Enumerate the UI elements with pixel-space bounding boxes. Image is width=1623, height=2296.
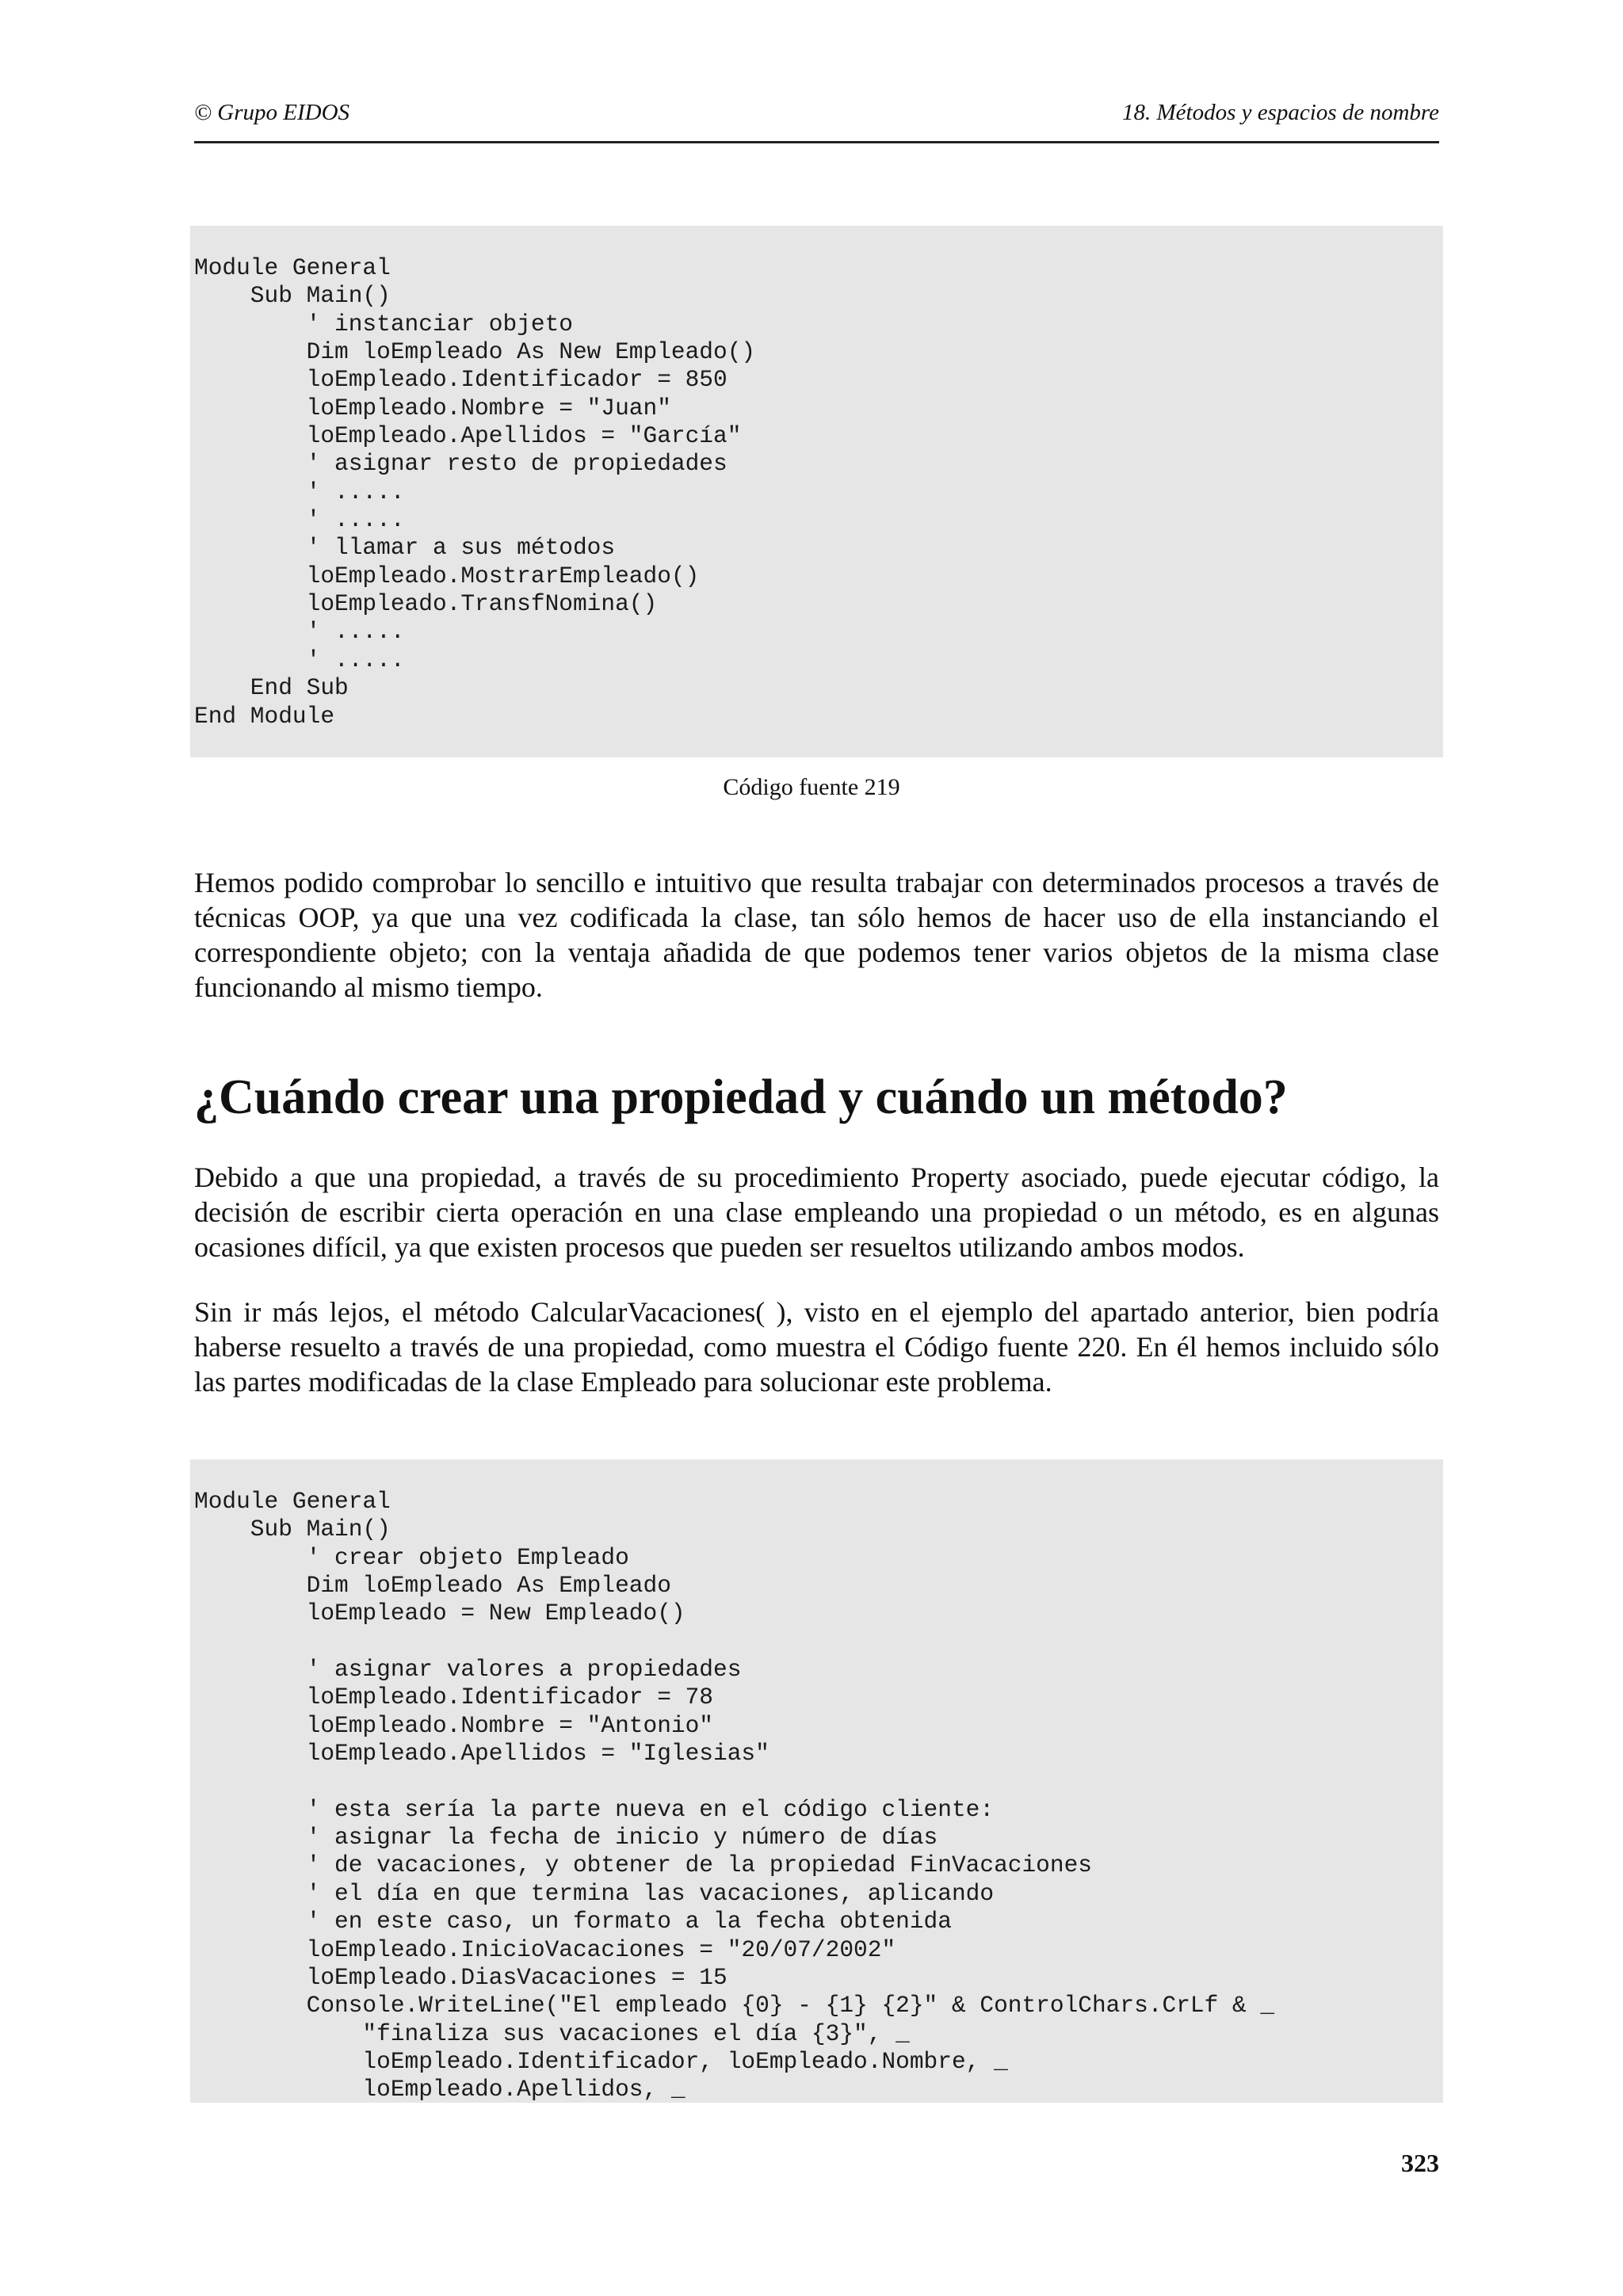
code-line: loEmpleado.TransfNomina() xyxy=(194,590,658,618)
code-line: loEmpleado.MostrarEmpleado() xyxy=(194,562,700,589)
code-line: Dim loEmpleado As New Empleado() xyxy=(194,338,756,366)
code-line: ' asignar la fecha de inicio y número de días xyxy=(194,1824,938,1852)
code-line: loEmpleado.Nombre = "Antonio" xyxy=(194,1711,714,1739)
code-line: End Sub xyxy=(194,674,349,702)
code-line: loEmpleado = New Empleado() xyxy=(194,1600,685,1627)
code-caption: Código fuente 219 xyxy=(723,774,900,800)
code-line: ' ..... xyxy=(194,506,405,534)
code-line: loEmpleado.Identificador, loEmpleado.Nombre, _ xyxy=(194,2047,1008,2075)
code-line: ' asignar resto de propiedades xyxy=(194,450,727,478)
code-line: loEmpleado.Identificador = 78 xyxy=(194,1684,714,1711)
code-line: ' instanciar objeto xyxy=(194,310,573,338)
code-line: loEmpleado.Identificador = 850 xyxy=(194,366,727,394)
page-number: 323 xyxy=(1401,2149,1439,2177)
code-line: ' esta sería la parte nueva en el código cliente: xyxy=(194,1795,995,1823)
code-line: loEmpleado.DiasVacaciones = 15 xyxy=(194,1963,727,1991)
code-line: loEmpleado.InicioVacaciones = "20/07/2002" xyxy=(194,1936,896,1963)
code-line: ' llamar a sus métodos xyxy=(194,534,616,562)
code-lines xyxy=(194,1488,1274,2104)
body-paragraph: Sin ir más lejos, el método CalcularVacaciones( ), visto en el ejemplo del apartado anterior, bien podría haberse resuelto a través de una propiedad, como muestra el Código fuente 220. En él hemos incluido sólo las partes modificadas de la clase Empleado para solucionar este problema. xyxy=(194,1296,1439,1398)
code-line: ' crear objeto Empleado xyxy=(194,1543,629,1571)
code-line: ' de vacaciones, y obtener de la propiedad FinVacaciones xyxy=(194,1852,1092,1879)
code-line: ' ..... xyxy=(194,478,405,505)
code-line: Console.WriteLine("El empleado {0} - {1} {2}" & ControlChars.CrLf & _ xyxy=(194,1992,1275,2019)
code-line: loEmpleado.Nombre = "Juan" xyxy=(194,394,671,421)
code-lines xyxy=(194,254,755,730)
code-line xyxy=(194,1628,1274,1656)
code-line: ' en este caso, un formato a la fecha obtenida xyxy=(194,1908,952,1936)
code-line: ' ..... xyxy=(194,646,405,673)
code-block-220 xyxy=(190,1459,1443,2103)
code-line: Sub Main() xyxy=(194,282,391,310)
header-publisher: © Grupo EIDOS xyxy=(194,100,350,125)
code-line: End Module xyxy=(194,702,335,730)
header-chapter-title: 18. Métodos y espacios de nombre xyxy=(1121,100,1439,125)
code-line: ' el día en que termina las vacaciones, aplicando xyxy=(194,1879,995,1907)
code-block-219 xyxy=(190,226,1443,757)
page-header xyxy=(194,93,1439,143)
code-line: ' ..... xyxy=(194,618,405,646)
code-line: Module General xyxy=(194,254,391,281)
code-line: "finaliza sus vacaciones el día {3}", _ xyxy=(194,2019,910,2047)
code-line: ' asignar valores a propiedades xyxy=(194,1656,742,1684)
body-paragraph: Debido a que una propiedad, a través de su procedimiento Property asociado, puede ejecutar código, la decisión de escribir cierta operación en una clase empleando una propiedad o un método, es en algunas ocasiones difícil, ya que existen procesos que pueden ser resueltos utilizando ambos modos. xyxy=(194,1161,1439,1263)
section-heading: ¿Cuándo crear una propiedad y cuándo un método? xyxy=(194,1070,1288,1124)
code-line: Dim loEmpleado As Empleado xyxy=(194,1572,671,1600)
body-paragraph: Hemos podido comprobar lo sencillo e intuitivo que resulta trabajar con determinados procesos a través de técnicas OOP, ya que una vez codificada la clase, tan sólo hemos de hacer uso de ella instanciando el correspondiente objeto; con la ventaja añadida de que podemos tener varios objetos de la misma clase funcionando al mismo tiempo. xyxy=(194,867,1439,1003)
code-line: loEmpleado.Apellidos = "Iglesias" xyxy=(194,1740,769,1768)
code-line: loEmpleado.Apellidos, _ xyxy=(194,2076,685,2103)
code-line: Module General xyxy=(194,1488,391,1515)
code-line xyxy=(194,1768,1274,1795)
code-line: Sub Main() xyxy=(194,1516,391,1543)
code-line: loEmpleado.Apellidos = "García" xyxy=(194,422,742,450)
